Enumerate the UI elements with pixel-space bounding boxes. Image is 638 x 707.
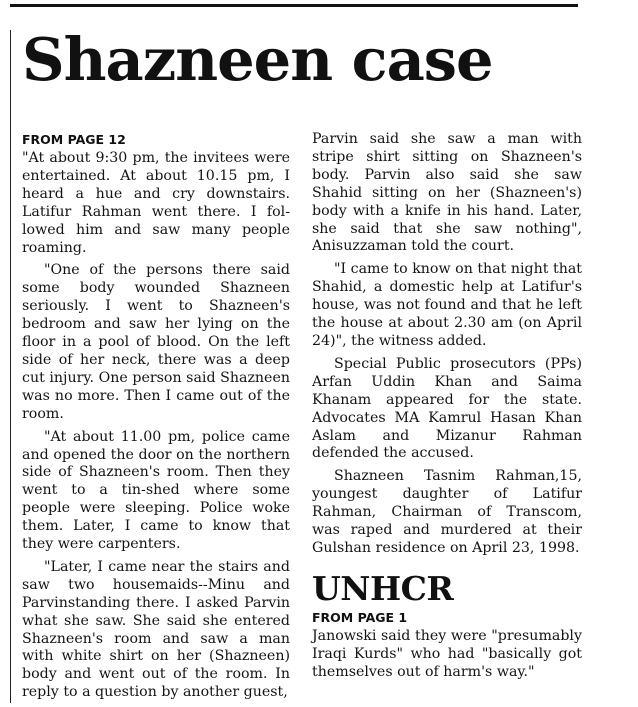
paragraph: "One of the persons there said some body wounded Shazneen seriously. I went to Shazneen's bedroom and saw her lying on the floor in a pool of blood. On the left side of her neck, there was a deep cut injury. One person said Shazneen was no more. Then I came out of the room. [22, 262, 290, 422]
second-story-paragraph: Janowski said they were "presumably Iraqi Kurds" who had "basically got themselves out of harm's way." [312, 627, 582, 680]
paragraph: Special Public prosecutors (PPs) Arfan Uddin Khan and Saima Khanam appeared for the state. Advocates MA Kamrul Hasan Khan Aslam and Mizanur Rahman defended the accused. [312, 355, 582, 462]
column-rule [10, 30, 11, 703]
paragraph: Shazneen Tasnim Rahman,15, youngest daughter of Latifur Rahman, Chairman of Transcom, was raped and murdered at their Gulshan residence on April 23, 1998. [312, 468, 582, 556]
jump-line: FROM PAGE 12 [22, 132, 126, 147]
paragraph: "Later, I came near the stairs and saw two housemaids--Minu and Parvinstanding there. I asked Parvin what she saw. She said she entered Shazneen's room and saw a man with white shirt on her (Shazneen) body and went out of the room. In reply to a question by another guest, [22, 558, 290, 701]
headline: Shazneen case [22, 25, 493, 94]
right-column [312, 131, 582, 687]
paragraph: "At about 9:30 pm, the invitees were entertained. At about 10.15 pm, I heard a hue and cry downstairs. Latifur Rahman went there. I followed him and saw many people roaming. [22, 150, 290, 256]
paragraph: "At about 11.00 pm, police came and opened the door on the northern side of Shazneen's room. Then they went to a tin-shed where some people were sleeping. Police woke them. Later, I came to know that they were carpenters. [22, 428, 290, 553]
left-column [22, 130, 290, 707]
paragraph: "I came to know on that night that Shahid, a domestic help at Latifur's house, was not found and that he left the house at about 2.30 am (on April 24)", the witness added. [312, 261, 582, 349]
second-story-headline: UNHCR [312, 568, 454, 608]
second-story-jump-line: FROM PAGE 1 [312, 609, 408, 625]
paragraph: Parvin said she saw a man with stripe shirt sitting on Shazneen's body. Parvin also said she saw Shahid sitting on her (Shazneen's) body with a knife in his hand. Later, she said that she saw nothing", Anisuzzaman told the court. [312, 131, 582, 255]
top-rule [10, 4, 578, 7]
